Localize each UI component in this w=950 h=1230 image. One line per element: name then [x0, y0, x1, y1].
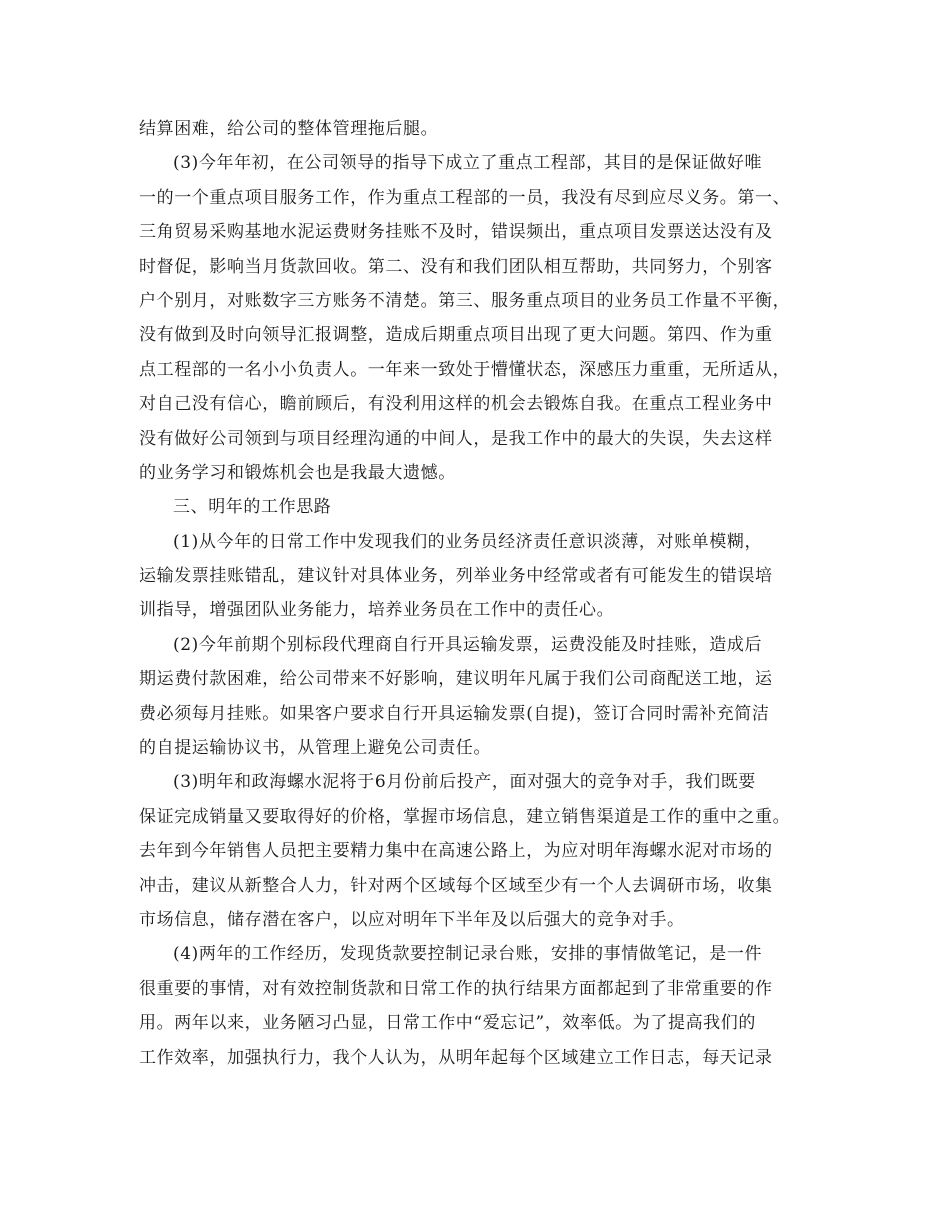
text-line: 冲击，建议从新整合人力，针对两个区域每个区域至少有一个人去调研市场，收集: [139, 875, 773, 896]
text-line: 运输发票挂账错乱，建议针对具体业务，列举业务中经常或者有可能发生的错误培: [139, 566, 773, 587]
text-line: 的业务学习和锻炼机会也是我最大遗憾。: [139, 462, 456, 483]
text-line: 训指导，增强团队业务能力，培养业务员在工作中的责任心。: [139, 600, 615, 621]
text-line: 结算困难，给公司的整体管理拖后腿。: [139, 119, 439, 139]
text-line: 户个别月，对账数字三方账务不清楚。第三、服务重点项目的业务员工作量不平衡，: [139, 290, 791, 311]
text-line: 去年到今年销售人员把主要精力集中在高速公路上，为应对明年海螺水泥对市场的: [139, 841, 773, 862]
paragraph-first-line: (2)今年前期个别标段代理商自行开具运输发票，运费没能及时挂账，造成后: [173, 634, 763, 655]
text-line: 用。两年以来，业务陋习凸显，日常工作中“爱忘记”，效率低。为了提高我们的: [139, 1013, 756, 1034]
paragraph-first-line: (3)明年和政海螺水泥将于6月份前后投产，面对强大的竞争对手，我们既要: [173, 772, 756, 793]
body-text: [139, 112, 827, 1075]
text-line: 时督促，影响当月货款回收。第二、没有和我们团队相互帮助，共同努力，个别客: [139, 256, 773, 277]
text-line: 没有做好公司领到与项目经理沟通的中间人，是我工作中的最大的失误，失去这样: [139, 428, 773, 449]
text-line: 点工程部的一名小小负责人。一年来一致处于懵懂状态，深感压力重重，无所适从，: [139, 359, 791, 380]
text-line: 市场信息，储存潜在客户，以应对明年下半年及以后强大的竞争对手。: [139, 909, 685, 930]
text-line: 没有做到及时向领导汇报调整，造成后期重点项目出现了更大问题。第四、作为重: [139, 325, 773, 346]
text-line: 工作效率，加强执行力，我个人认为，从明年起每个区域建立工作日志，每天记录: [139, 1047, 773, 1068]
paragraph-first-line: (3)今年年初，在公司领导的指导下成立了重点工程部，其目的是保证做好唯: [173, 153, 763, 174]
text-line: 对自己没有信心，瞻前顾后，有没利用这样的机会去锻炼自我。在重点工程业务中: [139, 394, 773, 415]
paragraph-first-line: (4)两年的工作经历，发现货款要控制记录台账，安排的事情做笔记，是一件: [173, 944, 763, 965]
text-line: 三角贸易采购基地水泥运费财务挂账不及时，错误频出，重点项目发票送达没有及: [139, 222, 773, 243]
text-line: 期运费付款困难，给公司带来不好影响，建议明年凡属于我们公司商配送工地，运: [139, 669, 773, 690]
section-heading: 三、明年的工作思路: [173, 497, 332, 518]
text-line: 保证完成销量又要取得好的价格，掌握市场信息，建立销售渠道是工作的重中之重。: [139, 806, 791, 827]
text-line: 一的一个重点项目服务工作，作为重点工程部的一员，我没有尽到应尽义务。第一、: [139, 187, 791, 208]
text-line: 的自提运输协议书，从管理上避免公司责任。: [139, 738, 491, 759]
paragraph-first-line: (1)从今年的日常工作中发现我们的业务员经济责任意识淡薄，对账单模糊，: [173, 531, 763, 552]
text-line: 费必须每月挂账。如果客户要求自行开具运输发票(自提)，签订合同时需补充简洁: [139, 703, 770, 724]
text-line: 很重要的事情，对有效控制货款和日常工作的执行结果方面都起到了非常重要的作: [139, 978, 773, 999]
